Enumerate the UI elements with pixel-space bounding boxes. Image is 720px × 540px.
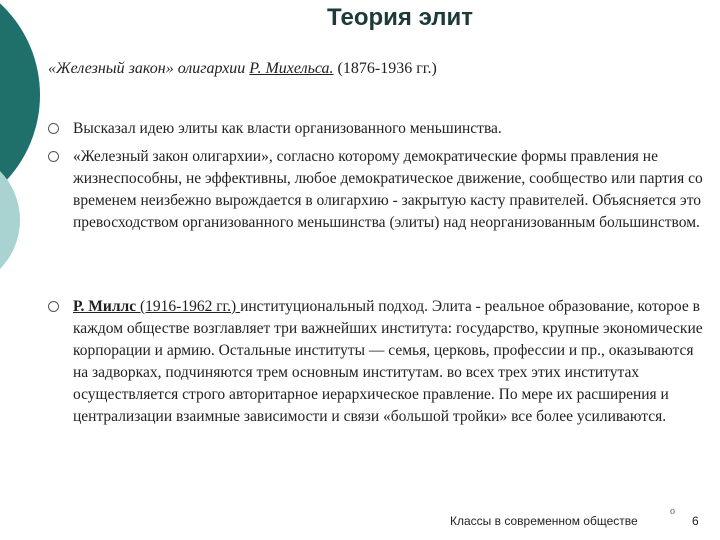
bullet-body: институциональный подход. Элита - реальное образование, которое в каждом обществе возглавляет три важнейших института: государство, крупные экономические корпорации и армию. Остальные институты — семья, церковь, профессии и пр., оказываются на задворках, подчиняются трем основным институтам. во всех трех этих институтах осуществляется строго авторитарное иерархическое правление. По мере их расширения и централизации взаимные зависимости и связи «большой тройки» все более усиливаются. (73, 298, 703, 425)
page-number: 6 (692, 514, 699, 528)
subtitle (48, 60, 437, 78)
subtitle-author: Р. Михельса. (249, 60, 334, 77)
subtitle-law: «Железный закон» олигархии (48, 60, 250, 77)
bullet-item (48, 296, 708, 428)
bullet-text: «Железный закон олигархии», согласно которому демократические формы правления не жизнеспособны, не эффективны, любое демократическое движение, сообщество или партия со временем неизбежно вырождается в олигархию - закрытую касту правителей. Объясняется это превосходством организованного меньшинства (элиты) над неорганизованным большинством. (73, 148, 703, 231)
bullet-text: Высказал идею элиты как власти организованного меньшинства. (73, 120, 502, 137)
bullet-circle-icon (48, 123, 59, 134)
slide-title: Теория элит (327, 4, 473, 31)
bullet-circle-icon (48, 151, 59, 162)
bullet-lead-author: Р. Миллс (73, 298, 140, 315)
footer-mark: o (670, 506, 675, 517)
subtitle-years: (1876-1936 гг.) (333, 60, 437, 77)
bullet-lead-years: (1916-1962 гг.) (140, 298, 241, 315)
decorative-circles (0, 0, 46, 300)
bullet-item (48, 118, 708, 140)
footer-text: Классы в современном обществе (450, 514, 638, 528)
bullet-item (48, 146, 708, 234)
bullet-text (73, 296, 708, 428)
bullet-circle-icon (48, 301, 59, 312)
